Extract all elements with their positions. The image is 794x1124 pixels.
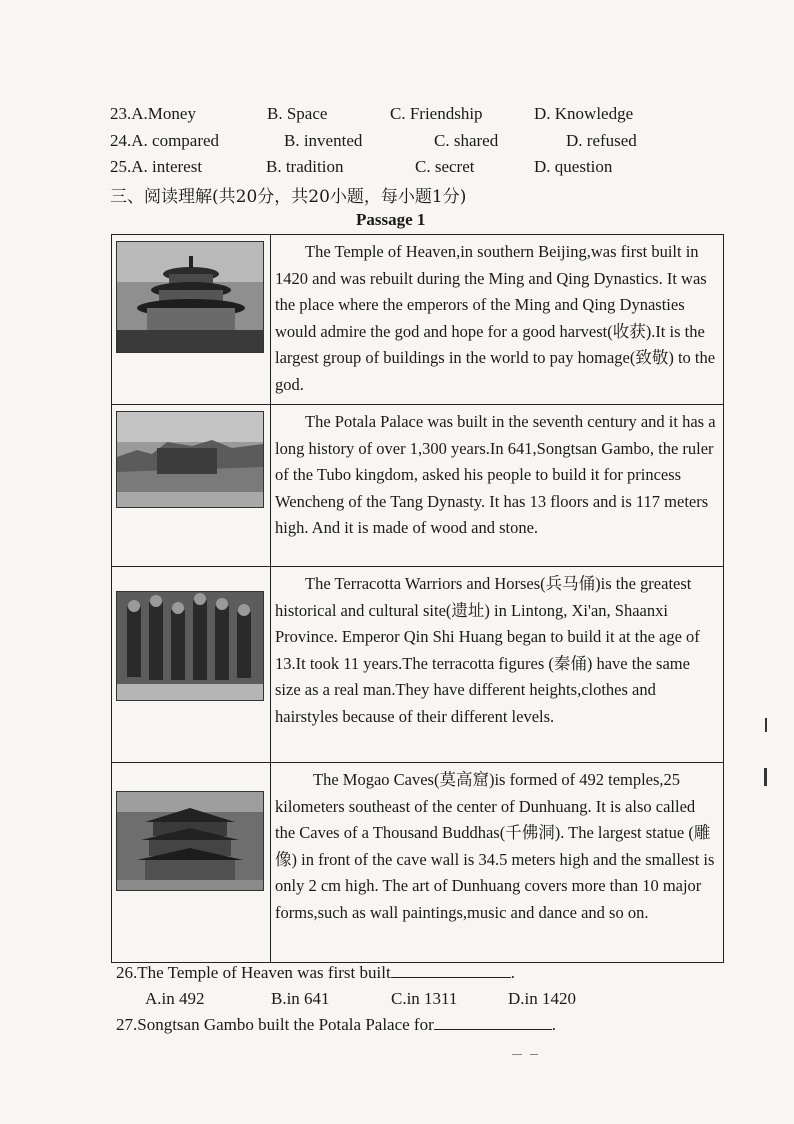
site-row-temple-of-heaven — [112, 235, 724, 405]
site-row-potala-palace — [112, 405, 724, 567]
option-23-b: B. Space — [267, 104, 328, 123]
option-24-d: D. refused — [566, 131, 637, 150]
option-text: A. interest — [131, 157, 203, 176]
scan-mark — [765, 718, 767, 732]
question-26-option-b: B.in 641 — [271, 989, 330, 1008]
temple-of-heaven-photo — [116, 241, 264, 353]
question-end: . — [510, 963, 515, 982]
option-25-a — [110, 157, 202, 177]
site-row-mogao-caves — [112, 763, 724, 963]
option-text: A.Money — [131, 104, 196, 123]
option-25-b: B. tradition — [266, 157, 344, 176]
option-25-d: D. question — [534, 157, 613, 176]
question-number: 23. — [110, 104, 132, 123]
terracotta-warriors-photo — [116, 591, 264, 701]
site-text-potala-palace: The Potala Palace was built in the seventh century and it has a long history of over 1,300 years.In 641,Songtsan Gambo, the ruler of the Tubo kingdom, asked his people to build it for princess Wencheng of the Tang Dynasty. It has 13 floors and is 117 meters high. And it is made of wood and stone. — [275, 412, 716, 537]
option-24-b: B. invented — [284, 131, 363, 150]
sites-table — [111, 234, 724, 963]
option-23-a — [110, 104, 196, 124]
section-title: 三、阅读理解(共20分，共20小题，每小题1分) — [110, 187, 467, 207]
site-description — [271, 405, 724, 567]
option-24-c: C. shared — [434, 131, 499, 150]
site-row-terracotta-warriors — [112, 567, 724, 763]
mogao-caves-photo — [116, 791, 264, 891]
question-26 — [116, 963, 515, 983]
site-text-terracotta-warriors: The Terracotta Warriors and Horses(兵马俑)is the greatest historical and cultural site(遗址) in Lintong, Xi'an, Shaanxi Province. Emperor Qin Shi Huang began to build it at the age of 13.It took 11 years.The terracotta figures (秦俑) have the same size as a real man.They have different heights,clothes and hairstyles because of their different levels. — [275, 574, 700, 726]
passage-title: Passage 1 — [356, 210, 426, 229]
question-26-option-a: A.in 492 — [145, 989, 205, 1008]
site-photo-cell — [112, 405, 271, 567]
site-description — [271, 235, 724, 405]
option-23-c: C. Friendship — [390, 104, 483, 123]
question-26-option-c: C.in 1311 — [391, 989, 458, 1008]
option-24-a — [110, 131, 219, 151]
scan-mark — [530, 1054, 538, 1055]
site-description — [271, 567, 724, 763]
option-23-d: D. Knowledge — [534, 104, 634, 123]
question-end: . — [551, 1015, 556, 1034]
question-stem: 27.Songtsan Gambo built the Potala Palace for — [116, 1015, 434, 1034]
answer-blank[interactable] — [391, 963, 511, 978]
option-25-c: C. secret — [415, 157, 475, 176]
site-photo-cell — [112, 763, 271, 963]
site-text-mogao-caves: The Mogao Caves(莫高窟)is formed of 492 temples,25 kilometers southeast of the center of Dunhuang. It is also called the Caves of a Thousand Buddhas(千佛洞). The largest statue (雕像) in front of the cave wall is 34.5 meters high and the smallest is only 2 cm high. The art of Dunhuang covers more than 10 major forms,such as wall paintings,music and dance and so on. — [275, 770, 715, 922]
question-number: 25. — [110, 157, 132, 176]
potala-palace-photo — [116, 411, 264, 508]
site-photo-cell — [112, 567, 271, 763]
question-26-option-d: D.in 1420 — [508, 989, 576, 1008]
site-photo-cell — [112, 235, 271, 405]
answer-blank[interactable] — [434, 1015, 552, 1030]
scan-mark — [764, 768, 767, 786]
site-text-temple-of-heaven: The Temple of Heaven,in southern Beijing,was first built in 1420 and was rebuilt during the Ming and Qing Dynastics. It was the place where the emperors of the Ming and Qing Dynasties would admire the god and hope for a good harvest(收获).It is the largest group of buildings in the world to pay homage(致敬) to the god. — [275, 242, 716, 394]
question-number: 24. — [110, 131, 132, 150]
question-stem: 26.The Temple of Heaven was first built — [116, 963, 391, 982]
question-27 — [116, 1015, 556, 1035]
scan-mark — [512, 1054, 522, 1055]
site-description — [271, 763, 724, 963]
option-text: A. compared — [131, 131, 220, 150]
